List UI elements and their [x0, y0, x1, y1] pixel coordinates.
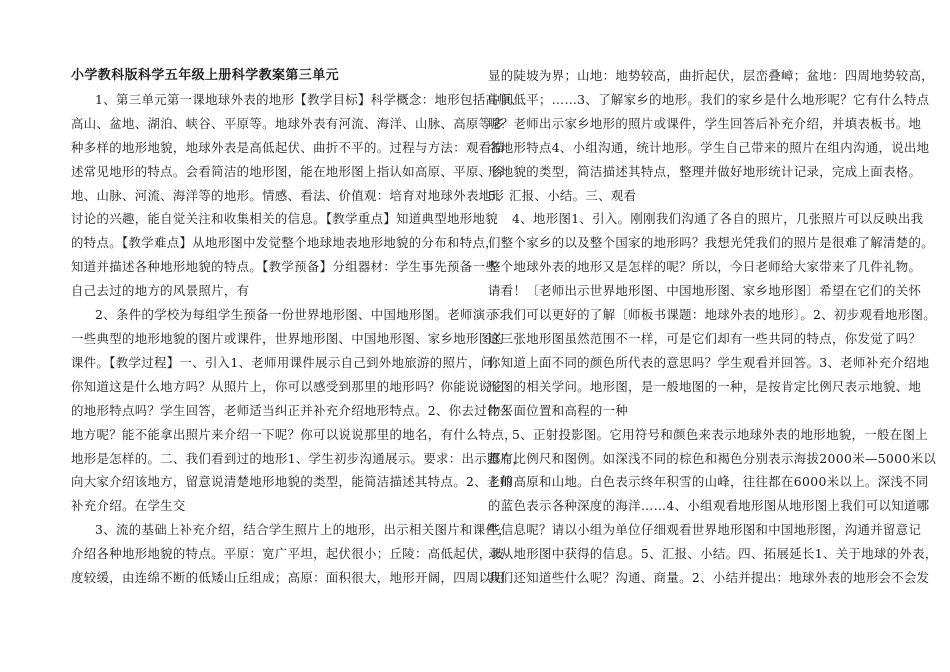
- text-line: 讨论的兴趣，能自觉关注和收集相关的信息。【教学重点】知道典型地形地貌: [71, 211, 498, 227]
- text-line: 你知道这是什么地方吗？从照片上，你可以感受到那里的地形吗？你能说说它: [71, 378, 505, 394]
- text-line: 这三张地形图虽然范围不一样，可是它们却有一些共同的特点，你发觉了吗？: [488, 330, 922, 346]
- text-line: 的地形特点吗？学生回答，老师适当纠正并补充介绍地形特点。2、你去过什么: [71, 402, 513, 418]
- text-line: 的特点。【教学难点】从地形图中发觉整个地球地表地形地貌的分布和特点，: [71, 235, 498, 251]
- text-line: 课件。【教学过程】一、引入1、老师用课件展示自己到外地旅游的照片，问：: [71, 354, 507, 370]
- text-line: 3、流的基础上补充介绍，结合学生照片上的地形，出示相关图片和课件，: [95, 522, 511, 538]
- text-line: 5、汇报、小结。三、观看: [488, 187, 637, 203]
- text-line: 补充介绍。在学生交: [71, 498, 186, 514]
- left-column: [71, 64, 526, 590]
- text-line: 5、正射投影图。它用符号和颜色来表示地球外表的地形地貌，一般在图上: [512, 426, 928, 442]
- text-line: 4、地形图1、引入。刚刚我们沟通了各自的照片，几张照片可以反映出我: [512, 211, 924, 227]
- document-title: 小学教科版科学五年级上册科学教案第三单元: [71, 68, 340, 83]
- text-line: 呢？老师出示家乡地形的照片或课件，学生回答后补充介绍，并填表板书。地: [488, 115, 922, 131]
- text-line: 形地貌的类型，简洁描述其特点，整理并做好地形统计记录，完成上面表格。: [488, 163, 922, 179]
- text-line: 些信息呢？请以小组为单位仔细观看世界地形图和中国地形图，沟通并留意记: [488, 522, 922, 538]
- text-line: 的蓝色表示各种深度的海洋……4、小组观看地形图从地形图上我们可以知道哪: [488, 498, 930, 514]
- right-column: [488, 64, 938, 590]
- text-line: 们整个家乡的以及整个国家的地形吗？我想光凭我们的照片是很难了解清楚的。: [488, 235, 934, 251]
- text-line: 都有比例尺和图例。如深浅不同的棕色和褐色分别表示海拔2000米—5000米以: [488, 450, 937, 466]
- text-line: 中间低平；……3、了解家乡的地形。我们的家乡是什么地形呢？它有什么特点: [488, 91, 930, 107]
- text-line: 高山、盆地、湖泊、峡谷、平原等。地球外表有河流、海洋、山脉、高原等多: [71, 115, 505, 131]
- text-line: 知道并描述各种地形地貌的特点。【教学预备】分组器材：学生事先预备一些: [71, 259, 498, 275]
- text-line: 物平面位置和高程的一种: [488, 402, 629, 418]
- text-line: 下我们可以更好的了解〔师板书课题：地球外表的地形〕。2、初步观看地形图。: [488, 307, 936, 323]
- text-line: 录从地形图中获得的信息。5、汇报、小结。四、拓展延长1、关于地球的外表，: [488, 546, 938, 562]
- text-line: 自己去过的地方的风景照片，有: [71, 283, 250, 299]
- text-line: 显的陡坡为界；山地：地势较高，曲折起伏，层峦叠嶂；盆地：四周地势较高，: [488, 68, 934, 83]
- text-line: 地、山脉、河流、海洋等的地形。情感、看法、价值观：培育对地球外表地形: [71, 187, 505, 203]
- text-line: 度较缓，由连绵不断的低矮山丘组成；高原：面积很大，地形开阔，四周以明: [71, 570, 505, 586]
- text-line: 种多样的地形地貌，地球外表是高低起伏、曲折不平的。过程与方法：观看描: [71, 139, 505, 155]
- text-line: 述常见地形的特点。会看简洁的地形图，能在地形图上指认如高原、平原、谷: [71, 163, 505, 179]
- text-line: 请看！〔老师出示世界地形图、中国地形图、家乡地形图〕希望在它们的关怀: [488, 283, 922, 299]
- text-line: 我们还知道些什么呢？沟通、商量。2、小结并提出：地球外表的地形会不会发: [488, 570, 930, 586]
- text-line: 地形是怎样的。二、我们看到过的地形1、学生初步沟通展示。要求：出示照片，: [71, 450, 526, 466]
- text-line: 形图的相关学问。地形图，是一般地图的一种，是按肯定比例尺表示地貌、地: [488, 378, 922, 394]
- text-line: 名地形特点4、小组沟通，统计地形。学生自己带来的照片在组内沟通，说出地: [488, 139, 930, 155]
- text-line: 介绍各种地形地貌的特点。平原：宽广平坦，起伏很小；丘陵：高低起伏，坡: [71, 546, 505, 562]
- text-line: 向大家介绍该地方，留意说清楚地形地貌的类型，能简洁描述其特点。2、老师: [71, 474, 513, 490]
- text-line: 你知道上面不同的颜色所代表的意思吗？学生观看并回答。3、老师补充介绍地: [488, 354, 930, 370]
- text-line: 地方呢？能不能拿出照片来介绍一下呢？你可以说说那里的地名，有什么特点，: [71, 426, 517, 442]
- text-line: 上的高原和山地。白色表示终年积雪的山峰，往往都在6000米以上。深浅不同: [488, 474, 929, 490]
- text-line: 1、第三单元第一课地球外表的地形【教学目标】科学概念：地形包括高原、: [95, 91, 524, 107]
- text-line: 2、条件的学校为每组学生预备一份世界地形图、中国地形图。老师演示：: [95, 307, 511, 323]
- text-line: 整个地球外表的地形又是怎样的呢？所以，今日老师给大家带来了几件礼物。: [488, 259, 922, 275]
- text-line: 一些典型的地形地貌的图片或课件，世界地形图、中国地形图、家乡地形图的: [71, 330, 505, 346]
